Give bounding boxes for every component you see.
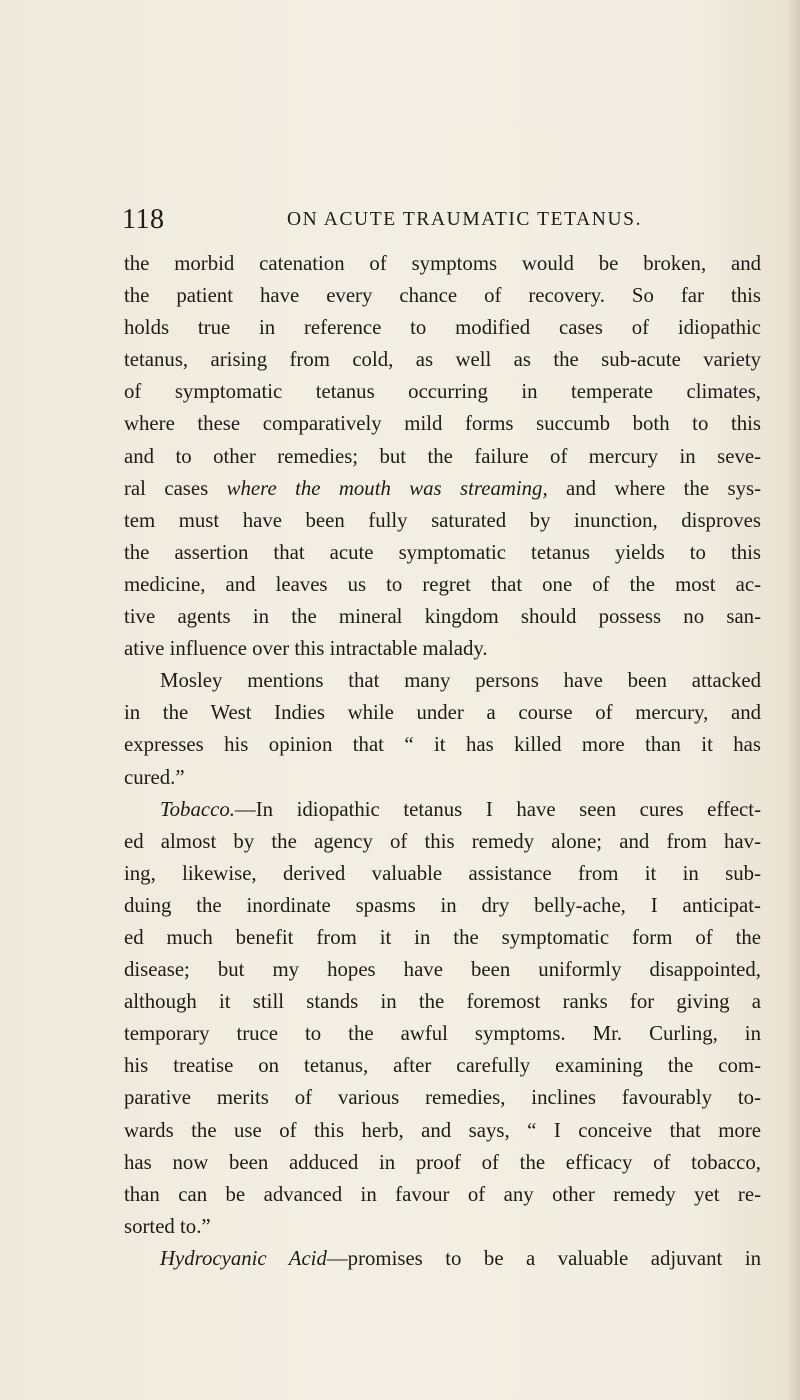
text-line: cured.”: [124, 765, 185, 789]
text-line: [124, 794, 761, 826]
text-run: ral cases: [124, 476, 227, 500]
text-run: and where the sys-: [547, 476, 762, 500]
text-line: the patient have every chance of recovery. So far this: [124, 284, 761, 308]
text-line: wards the use of this herb, and says, “ I conceive that more: [124, 1118, 761, 1142]
text-line: although it still stands in the foremost ranks for giving a: [124, 990, 761, 1014]
text-line: ed much benefit from it in the symptomatic form of the: [124, 925, 761, 949]
text-line: his treatise on tetanus, after carefully examining the com-: [124, 1054, 761, 1078]
text-line: ative influence over this intractable malady.: [124, 637, 488, 661]
text-line: ed almost by the agency of this remedy alone; and from hav-: [124, 829, 761, 853]
text-line: tetanus, arising from cold, as well as the sub-acute variety: [124, 348, 761, 372]
text-line: ing, likewise, derived valuable assistance from it in sub-: [124, 861, 761, 885]
running-head: [122, 200, 762, 240]
text-line: tem must have been fully saturated by inunction, disproves: [124, 508, 761, 532]
page-edge-shadow: [786, 0, 800, 1400]
text-line: expresses his opinion that “ it has killed more than it has: [124, 733, 761, 757]
text-line: and to other remedies; but the failure of mercury in seve-: [124, 444, 761, 468]
italic-phrase: where the mouth was streaming,: [226, 476, 548, 500]
text-line: has now been adduced in proof of the efficacy of tobacco,: [124, 1150, 761, 1174]
text-run: —promises to be a valuable adjuvant in: [326, 1246, 761, 1270]
text-line: medicine, and leaves us to regret that one of the most ac-: [124, 572, 761, 596]
text-line: in the West Indies while under a course of mercury, and: [124, 701, 761, 725]
text-line: duing the inordinate spasms in dry belly-ache, I anticipat-: [124, 893, 761, 917]
text-run: —In idiopathic tetanus I have seen cures effect-: [234, 797, 761, 821]
text-line: Mosley mentions that many persons have been attacked: [160, 669, 761, 693]
section-heading-tobacco: Tobacco.: [160, 797, 235, 821]
text-line: disease; but my hopes have been uniformly disappointed,: [124, 958, 761, 982]
text-line: tive agents in the mineral kingdom should possess no san-: [124, 605, 761, 629]
text-line: the morbid catenation of symptoms would be broken, and: [124, 252, 761, 275]
text-line: holds true in reference to modified cases of idiopathic: [124, 316, 761, 340]
text-line: of symptomatic tetanus occurring in temperate climates,: [124, 380, 761, 404]
text-line: than can be advanced in favour of any other remedy yet re-: [124, 1182, 761, 1206]
body-text: [124, 248, 761, 1275]
text-line: the assertion that acute symptomatic tetanus yields to this: [124, 540, 761, 564]
section-heading-hydrocyanic-acid: Hydrocyanic Acid: [160, 1246, 327, 1270]
text-line: [124, 1243, 761, 1275]
text-line: sorted to.”: [124, 1214, 211, 1238]
text-line: [124, 473, 761, 505]
text-line: temporary truce to the awful symptoms. Mr. Curling, in: [124, 1022, 761, 1046]
page-number: 118: [122, 204, 165, 235]
text-line: parative merits of various remedies, inclines favourably to-: [124, 1086, 761, 1110]
running-title: ON ACUTE TRAUMATIC TETANUS.: [287, 209, 643, 230]
text-line: where these comparatively mild forms succumb both to this: [124, 412, 761, 436]
